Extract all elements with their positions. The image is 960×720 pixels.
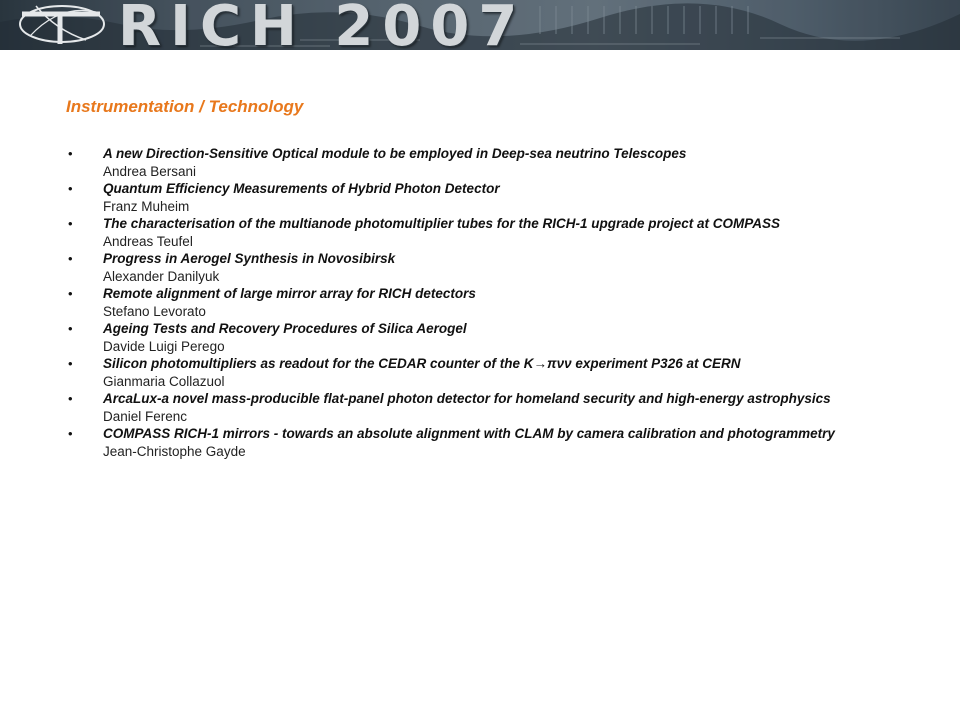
talk-title: COMPASS RICH-1 mirrors - towards an absolute alignment with CLAM by camera calibration and photogrammetry: [103, 426, 835, 441]
header-banner: [0, 0, 960, 50]
talk-title: ArcaLux-a novel mass-producible flat-panel photon detector for homeland security and high-energy astrophysics: [103, 391, 831, 406]
banner-title: RICH 2007: [118, 0, 527, 50]
talk-list: [66, 145, 896, 460]
rich-logo-icon: [0, 0, 120, 50]
talk-title: Silicon photomultipliers as readout for the CEDAR counter of the K→πνν experiment P326 at CERN: [103, 356, 741, 371]
talk-author: Davide Luigi Perego: [103, 338, 225, 354]
talk-author: Jean-Christophe Gayde: [103, 443, 246, 459]
list-item: [66, 250, 896, 285]
talk-title: The characterisation of the multianode photomultiplier tubes for the RICH-1 upgrade project at COMPASS: [103, 216, 781, 231]
list-item: [66, 285, 896, 320]
list-item: [66, 215, 896, 250]
section-title: Instrumentation / Technology: [66, 97, 304, 116]
bullet-icon: •: [68, 181, 73, 196]
bullet-icon: •: [68, 216, 73, 231]
talk-title: A new Direction-Sensitive Optical module to be employed in Deep-sea neutrino Telescopes: [103, 146, 687, 161]
bullet-icon: •: [68, 391, 73, 406]
bullet-icon: •: [68, 286, 73, 301]
talk-title: Quantum Efficiency Measurements of Hybrid Photon Detector: [103, 181, 500, 196]
list-item: [66, 355, 896, 390]
talk-title: Remote alignment of large mirror array for RICH detectors: [103, 286, 476, 301]
list-item: [66, 425, 896, 460]
talk-title: Ageing Tests and Recovery Procedures of Silica Aerogel: [103, 321, 467, 336]
talk-author: Franz Muheim: [103, 198, 190, 214]
talk-title: Progress in Aerogel Synthesis in Novosibirsk: [103, 251, 396, 266]
talk-author: Stefano Levorato: [103, 303, 206, 319]
bullet-icon: •: [68, 251, 73, 266]
list-item: [66, 145, 896, 180]
talk-author: Daniel Ferenc: [103, 408, 188, 424]
bullet-icon: •: [68, 146, 73, 161]
talk-author: Alexander Danilyuk: [103, 268, 220, 284]
talk-author: Andreas Teufel: [103, 233, 193, 249]
list-item: [66, 390, 896, 425]
bullet-icon: •: [68, 356, 73, 371]
list-item: [66, 320, 896, 355]
talk-author: Andrea Bersani: [103, 163, 197, 179]
list-item: [66, 180, 896, 215]
bullet-icon: •: [68, 426, 73, 441]
talk-author: Gianmaria Collazuol: [103, 373, 225, 389]
bullet-icon: •: [68, 321, 73, 336]
